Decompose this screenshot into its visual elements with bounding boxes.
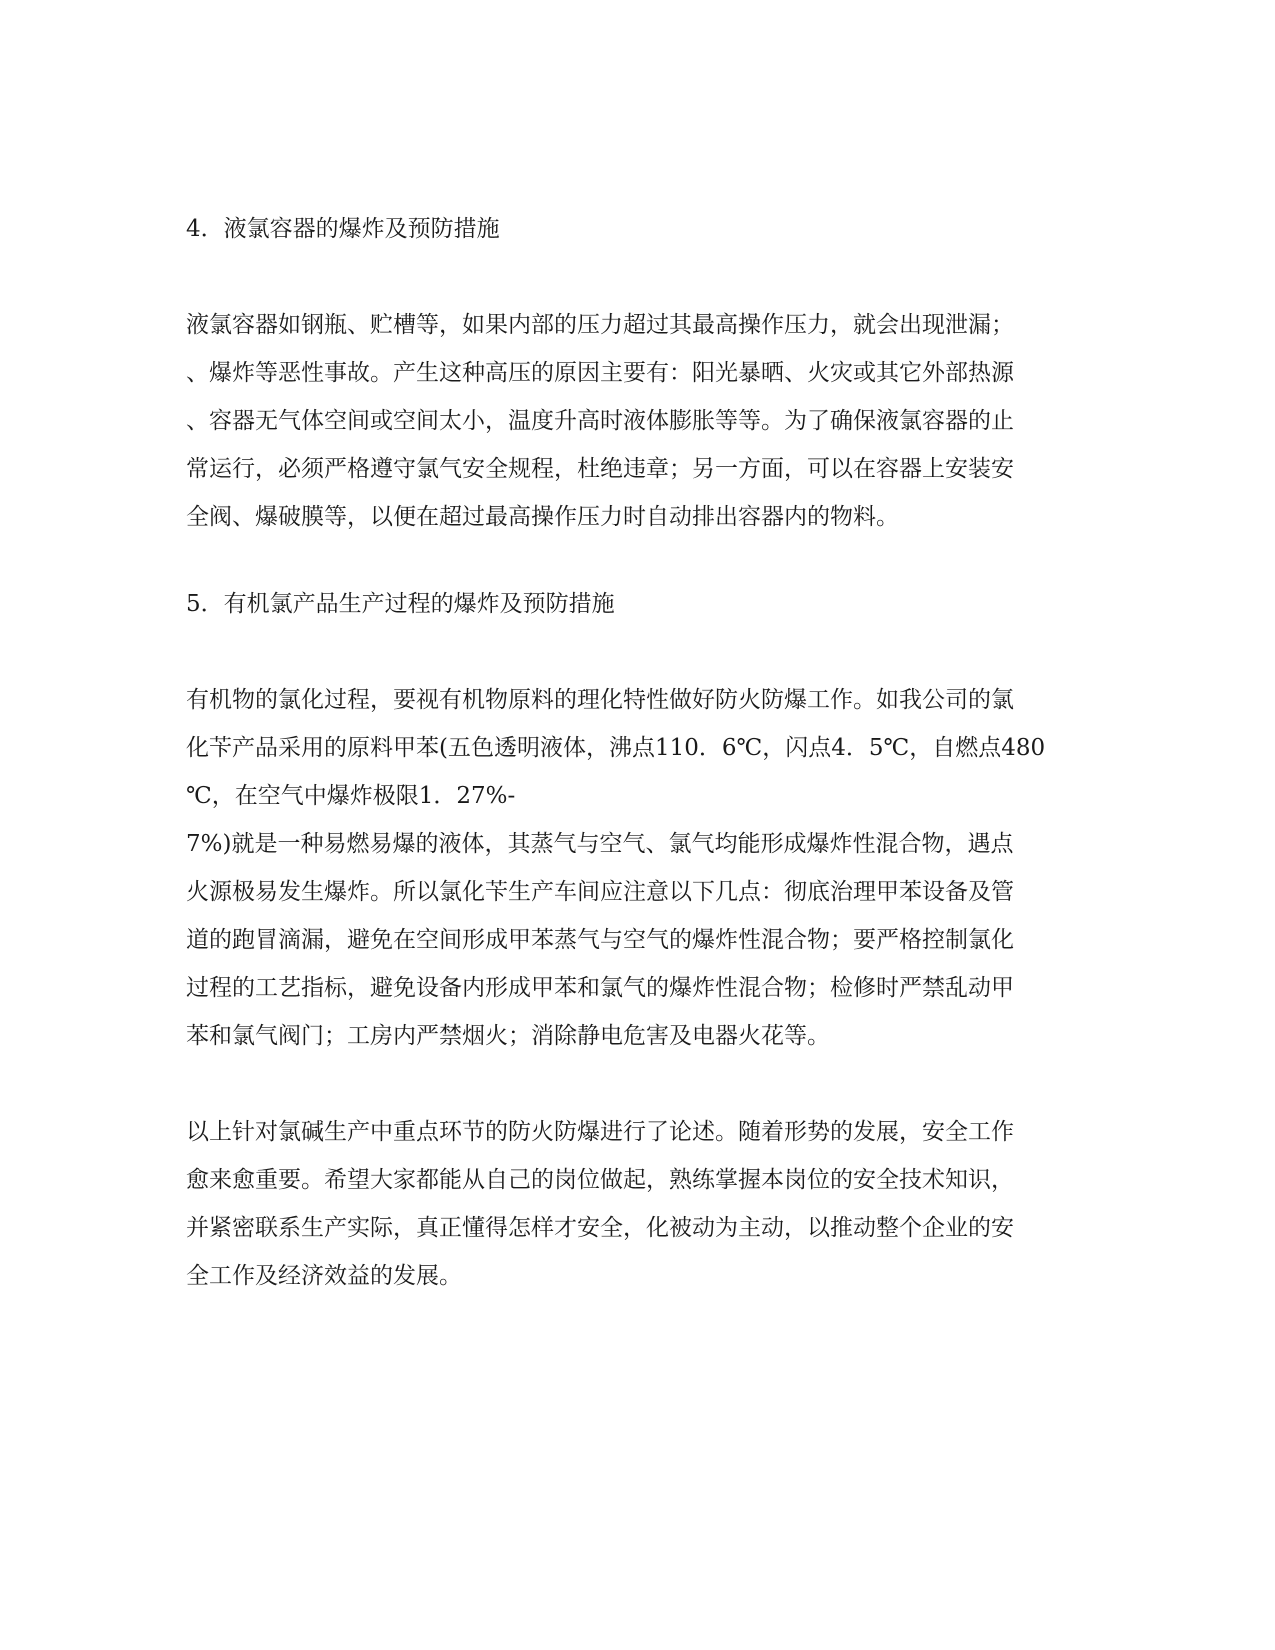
section-5-paragraph bbox=[186, 676, 1086, 1060]
paragraph-line: 、容器无气体空间或空间太小，温度升高时液体膨胀等等。为了确保液氯容器的止 bbox=[186, 408, 1014, 434]
paragraph-line: 火源极易发生爆炸。所以氯化苄生产车间应注意以下几点：彻底治理甲苯设备及管 bbox=[186, 879, 1014, 905]
paragraph-line: 苯和氯气阀门；工房内严禁烟火；消除静电危害及电器火花等。 bbox=[186, 1023, 830, 1049]
paragraph-line: 、爆炸等恶性事故。产生这种高压的原因主要有：阳光暴晒、火灾或其它外部热源 bbox=[186, 360, 1014, 386]
paragraph-line: ℃，在空气中爆炸极限1．27%- bbox=[186, 783, 516, 809]
section-4-heading: 4．液氯容器的爆炸及预防措施 bbox=[186, 216, 500, 242]
paragraph-line: 有机物的氯化过程，要视有机物原料的理化特性做好防火防爆工作。如我公司的氯 bbox=[186, 687, 1014, 713]
paragraph-line: 道的跑冒滴漏，避免在空间形成甲苯蒸气与空气的爆炸性混合物；要严格控制氯化 bbox=[186, 927, 1014, 953]
paragraph-line: 全阀、爆破膜等，以便在超过最高操作压力时自动排出容器内的物料。 bbox=[186, 504, 899, 530]
paragraph-line: 化苄产品采用的原料甲苯(五色透明液体，沸点110．6℃，闪点4．5℃，自燃点480 bbox=[186, 735, 1046, 761]
paragraph-line: 全工作及经济效益的发展。 bbox=[186, 1263, 462, 1289]
document-body bbox=[186, 205, 1086, 1300]
paragraph-line: 以上针对氯碱生产中重点环节的防火防爆进行了论述。随着形势的发展，安全工作 bbox=[186, 1119, 1014, 1145]
conclusion-paragraph bbox=[186, 1108, 1086, 1300]
section-5-heading: 5．有机氯产品生产过程的爆炸及预防措施 bbox=[186, 591, 615, 617]
paragraph-line: 愈来愈重要。希望大家都能从自己的岗位做起，熟练掌握本岗位的安全技术知识， bbox=[186, 1167, 1014, 1193]
paragraph-line: 过程的工艺指标，避免设备内形成甲苯和氯气的爆炸性混合物；检修时严禁乱动甲 bbox=[186, 975, 1014, 1001]
paragraph-line: 液氯容器如钢瓶、贮槽等，如果内部的压力超过其最高操作压力，就会出现泄漏； bbox=[186, 312, 1014, 338]
paragraph-line: 并紧密联系生产实际，真正懂得怎样才安全，化被动为主动，以推动整个企业的安 bbox=[186, 1215, 1014, 1241]
section-4-paragraph bbox=[186, 301, 1086, 541]
paragraph-line: 7%)就是一种易燃易爆的液体，其蒸气与空气、氯气均能形成爆炸性混合物，遇点 bbox=[186, 831, 1014, 857]
paragraph-line: 常运行，必须严格遵守氯气安全规程，杜绝违章；另一方面，可以在容器上安装安 bbox=[186, 456, 1014, 482]
